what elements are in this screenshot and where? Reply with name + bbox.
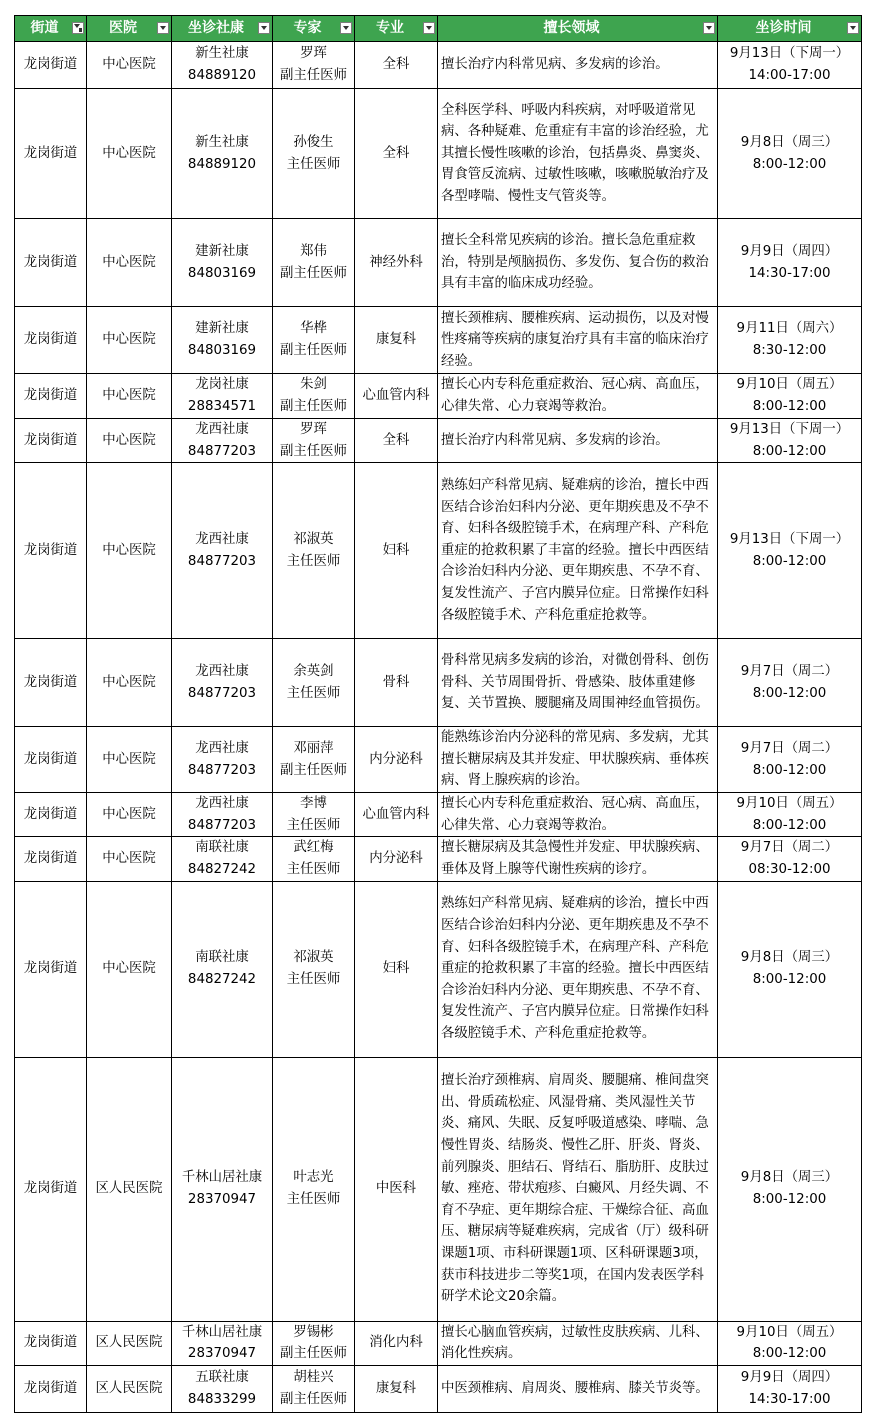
- header-expert: 专家: [273, 16, 355, 42]
- cell-clinic[interactable]: [172, 1057, 273, 1321]
- table-body: [15, 42, 862, 1413]
- expert-title: 主任医师: [286, 1192, 341, 1208]
- cell-clinic[interactable]: [172, 374, 273, 419]
- filter-active-icon[interactable]: [72, 22, 84, 34]
- cell-expertise[interactable]: 擅长治疗内科常见病、多发病的诊治。: [438, 419, 718, 463]
- cell-clinic[interactable]: [172, 307, 273, 374]
- expert-title: 主任医师: [286, 685, 341, 701]
- clinic-name: 南联社康: [195, 950, 249, 966]
- visit-date: 9月9日（周四）: [740, 1370, 839, 1386]
- expert-title: 副主任医师: [280, 1391, 347, 1407]
- clinic-name: 千林山居社康: [181, 1170, 263, 1186]
- cell-specialty[interactable]: 妇科: [355, 463, 438, 639]
- cell-expertise[interactable]: 能熟练诊治内分泌科的常见病、多发病，尤其擅长糖尿病及其并发症、甲状腺疾病、垂体疾病、肾上腺疾病的诊治。: [438, 727, 718, 793]
- table-row: [15, 727, 862, 793]
- expert-name: 余英剑: [293, 664, 334, 680]
- cell-expert[interactable]: [273, 1365, 355, 1412]
- cell-specialty[interactable]: 康复科: [355, 307, 438, 374]
- cell-specialty[interactable]: 内分泌科: [355, 837, 438, 881]
- visit-date: 9月9日（周四）: [740, 243, 839, 259]
- clinic-phone: 84803169: [187, 343, 257, 358]
- visit-hours: 8:00-12:00: [752, 443, 827, 459]
- cell-clinic[interactable]: [172, 793, 273, 837]
- cell-clinic[interactable]: [172, 419, 273, 463]
- cell-specialty[interactable]: 妇科: [355, 881, 438, 1057]
- clinic-phone: 84833299: [187, 1391, 257, 1407]
- expert-name: 祁淑英: [293, 950, 334, 966]
- visit-date: 9月13日（下周一）: [729, 532, 850, 548]
- table-row: [15, 419, 862, 463]
- clinic-phone: 84877203: [187, 685, 257, 701]
- clinic-phone: 84827242: [187, 972, 257, 988]
- visit-hours: 8:00-12:00: [752, 156, 827, 172]
- visit-hours: 14:30-17:00: [748, 265, 831, 281]
- cell-time[interactable]: [718, 419, 862, 463]
- expert-name: 祁淑英: [293, 532, 334, 548]
- clinic-phone: 84877203: [187, 762, 257, 778]
- clinic-name: 龙西社康: [195, 741, 249, 757]
- table-row: [15, 793, 862, 837]
- visit-hours: 08:30-12:00: [748, 861, 831, 877]
- cell-expert[interactable]: [273, 793, 355, 837]
- expert-title: 副主任医师: [280, 265, 347, 281]
- cell-time[interactable]: [718, 1057, 862, 1321]
- cell-clinic[interactable]: [172, 463, 273, 639]
- expert-title: 副主任医师: [280, 399, 347, 414]
- cell-time[interactable]: [718, 42, 862, 89]
- visit-hours: 8:00-12:00: [752, 685, 827, 701]
- cell-street[interactable]: 龙岗街道: [15, 419, 87, 463]
- visit-hours: 8:00-12:00: [752, 399, 827, 414]
- clinic-name: 建新社康: [195, 321, 249, 337]
- header-time: 坐诊时间: [718, 16, 862, 42]
- table-row: [15, 639, 862, 727]
- cell-clinic[interactable]: [172, 837, 273, 881]
- cell-specialty[interactable]: 心血管内科: [355, 374, 438, 419]
- cell-specialty[interactable]: 消化内科: [355, 1321, 438, 1365]
- visit-date: 9月7日（周二）: [740, 664, 839, 680]
- schedule-table: [14, 15, 862, 1413]
- cell-expertise[interactable]: 擅长心脑血管疾病，过敏性皮肤疾病、儿科、消化性疾病。: [438, 1321, 718, 1365]
- clinic-phone: 28370947: [187, 1192, 257, 1208]
- expert-title: 主任医师: [286, 817, 341, 833]
- expert-name: 华桦: [300, 321, 327, 337]
- header-expertise: 擅长领域: [438, 16, 718, 42]
- cell-clinic[interactable]: [172, 727, 273, 793]
- visit-date: 9月13日（下周一）: [729, 46, 850, 62]
- cell-expertise[interactable]: 擅长糖尿病及其急慢性并发症、甲状腺疾病、垂体及肾上腺等代谢性疾病的诊疗。: [438, 837, 718, 881]
- cell-expertise[interactable]: 中医颈椎病、肩周炎、腰椎病、膝关节炎等。: [438, 1365, 718, 1412]
- dropdown-arrow-icon[interactable]: [423, 22, 435, 34]
- table-row: [15, 463, 862, 639]
- expert-name: 朱剑: [300, 377, 327, 393]
- expert-name: 叶志光: [293, 1170, 334, 1186]
- expert-name: 李博: [300, 796, 327, 812]
- visit-date: 9月8日（周三）: [740, 1170, 839, 1186]
- visit-date: 9月8日（周三）: [740, 134, 839, 150]
- header-street: 街道: [15, 16, 87, 42]
- table-row: [15, 1057, 862, 1321]
- cell-time[interactable]: [718, 837, 862, 881]
- cell-expert[interactable]: [273, 1057, 355, 1321]
- expert-name: 郑伟: [300, 243, 327, 259]
- cell-specialty[interactable]: 全科: [355, 419, 438, 463]
- cell-street[interactable]: 龙岗街道: [15, 1321, 87, 1365]
- cell-expertise[interactable]: 擅长心内专科危重症救治、冠心病、高血压，心律失常、心力衰竭等救治。: [438, 793, 718, 837]
- cell-clinic[interactable]: [172, 89, 273, 219]
- expert-name: 孙俊生: [293, 134, 334, 150]
- visit-hours: 14:30-17:00: [748, 1391, 831, 1407]
- cell-hospital[interactable]: 中心医院: [87, 374, 172, 419]
- visit-hours: 8:00-12:00: [752, 1346, 827, 1362]
- table-row: [15, 881, 862, 1057]
- table-row: [15, 374, 862, 419]
- header-clinic: 坐诊社康: [172, 16, 273, 42]
- clinic-phone: 28834571: [187, 399, 257, 414]
- cell-time[interactable]: [718, 463, 862, 639]
- visit-date: 9月13日（下周一）: [729, 422, 850, 437]
- table-row: [15, 1365, 862, 1412]
- cell-time[interactable]: [718, 639, 862, 727]
- cell-hospital[interactable]: 中心医院: [87, 793, 172, 837]
- cell-hospital[interactable]: 中心医院: [87, 639, 172, 727]
- cell-expert[interactable]: [273, 219, 355, 307]
- cell-hospital[interactable]: 中心医院: [87, 42, 172, 89]
- clinic-name: 建新社康: [195, 243, 249, 259]
- visit-hours: 14:00-17:00: [748, 68, 831, 83]
- cell-clinic[interactable]: [172, 1365, 273, 1412]
- table-row: [15, 837, 862, 881]
- cell-hospital[interactable]: 中心医院: [87, 727, 172, 793]
- clinic-phone: 28370947: [187, 1346, 257, 1362]
- cell-expertise[interactable]: 骨科常见病多发病的诊治，对微创骨科、创伤骨科、关节周围骨折、骨感染、肢体重建修复、关节置换、腰腿痛及周围神经血管损伤。: [438, 639, 718, 727]
- expert-name: 罗锡彬: [293, 1324, 334, 1340]
- clinic-name: 龙西社康: [195, 532, 249, 548]
- expert-name: 罗珲: [300, 422, 327, 437]
- table-row: [15, 219, 862, 307]
- cell-street[interactable]: 龙岗街道: [15, 837, 87, 881]
- cell-expert[interactable]: [273, 463, 355, 639]
- cell-time[interactable]: [718, 881, 862, 1057]
- table-row: [15, 42, 862, 89]
- visit-hours: 8:30-12:00: [752, 343, 827, 358]
- cell-hospital[interactable]: 区人民医院: [87, 1057, 172, 1321]
- clinic-name: 南联社康: [195, 840, 249, 856]
- cell-street[interactable]: 龙岗街道: [15, 463, 87, 639]
- cell-specialty[interactable]: 康复科: [355, 1365, 438, 1412]
- table-row: [15, 89, 862, 219]
- cell-street[interactable]: 龙岗街道: [15, 1365, 87, 1412]
- cell-expertise[interactable]: 擅长治疗颈椎病、肩周炎、腰腿痛、椎间盘突出、骨质疏松症、风湿骨痛、类风湿性关节炎、痛风、失眠、反复呼吸道感染、哮喘、急慢性胃炎、结肠炎、慢性乙肝、肝炎、肾炎、前列腺炎、胆结石、肾结石、脂肪肝、皮肤过敏、痤疮、带状疱疹、白癜风、月经失调、不育不孕症、更年期综合症、干燥综合征、高血压、糖尿病等疑难疾病，完成省（厅）级科研课题1项、市科研课题1项、区科研课题3项，获市科技进步二等奖1项，在国内发表医学科研学术论文20余篇。: [438, 1057, 718, 1321]
- cell-specialty[interactable]: 中医科: [355, 1057, 438, 1321]
- clinic-name: 新生社康: [195, 46, 249, 62]
- cell-street[interactable]: 龙岗街道: [15, 1057, 87, 1321]
- dropdown-arrow-icon[interactable]: [340, 22, 352, 34]
- cell-time[interactable]: [718, 374, 862, 419]
- cell-clinic[interactable]: [172, 881, 273, 1057]
- cell-clinic[interactable]: [172, 639, 273, 727]
- cell-hospital[interactable]: 中心医院: [87, 307, 172, 374]
- dropdown-arrow-icon[interactable]: [847, 22, 859, 34]
- cell-expert[interactable]: [273, 639, 355, 727]
- cell-time[interactable]: [718, 727, 862, 793]
- clinic-name: 龙岗社康: [195, 377, 249, 393]
- cell-hospital[interactable]: 中心医院: [87, 89, 172, 219]
- clinic-name: 龙西社康: [195, 664, 249, 680]
- cell-specialty[interactable]: 内分泌科: [355, 727, 438, 793]
- visit-date: 9月10日（周五）: [736, 1324, 843, 1340]
- cell-street[interactable]: 龙岗街道: [15, 639, 87, 727]
- cell-street[interactable]: 龙岗街道: [15, 793, 87, 837]
- expert-title: 副主任医师: [280, 343, 347, 358]
- expert-name: 罗珲: [300, 46, 327, 62]
- visit-hours: 8:00-12:00: [752, 1192, 827, 1208]
- cell-expert[interactable]: [273, 1321, 355, 1365]
- cell-expert[interactable]: [273, 727, 355, 793]
- cell-time[interactable]: [718, 1321, 862, 1365]
- cell-street[interactable]: 龙岗街道: [15, 881, 87, 1057]
- cell-expertise[interactable]: 擅长颈椎病、腰椎疾病、运动损伤，以及对慢性疼痛等疾病的康复治疗具有丰富的临床治疗经验。: [438, 307, 718, 374]
- visit-date: 9月10日（周五）: [736, 377, 843, 393]
- cell-expert[interactable]: [273, 42, 355, 89]
- visit-hours: 8:00-12:00: [752, 972, 827, 988]
- cell-specialty[interactable]: 全科: [355, 89, 438, 219]
- cell-clinic[interactable]: [172, 42, 273, 89]
- cell-time[interactable]: [718, 307, 862, 374]
- cell-street[interactable]: 龙岗街道: [15, 219, 87, 307]
- cell-expertise[interactable]: 熟练妇产科常见病、疑难病的诊治，擅长中西医结合诊治妇科内分泌、更年期疾患及不孕不育、妇科各级腔镜手术，在病理产科、产科危重症的抢救积累了丰富的经验。擅长中西医结合诊治妇科内分泌、更年期疾患、不孕不育、复发性流产、子宫内膜异位症。日常操作妇科各级腔镜手术、产科危重症抢救等。: [438, 463, 718, 639]
- visit-date: 9月11日（周六）: [736, 321, 843, 337]
- cell-hospital[interactable]: 中心医院: [87, 219, 172, 307]
- header-hospital: 医院: [87, 16, 172, 42]
- dropdown-arrow-icon[interactable]: [258, 22, 270, 34]
- visit-date: 9月7日（周二）: [740, 741, 839, 757]
- expert-title: 副主任医师: [280, 443, 347, 459]
- cell-street[interactable]: 龙岗街道: [15, 307, 87, 374]
- cell-specialty[interactable]: 全科: [355, 42, 438, 89]
- cell-expert[interactable]: [273, 89, 355, 219]
- expert-name: 邓丽萍: [293, 741, 334, 757]
- expert-title: 副主任医师: [280, 1346, 347, 1362]
- cell-hospital[interactable]: 区人民医院: [87, 1365, 172, 1412]
- clinic-phone: 84877203: [187, 553, 257, 569]
- cell-street[interactable]: 龙岗街道: [15, 727, 87, 793]
- header-row: [15, 16, 862, 42]
- cell-expert[interactable]: [273, 837, 355, 881]
- expert-title: 主任医师: [286, 861, 341, 877]
- cell-expert[interactable]: [273, 307, 355, 374]
- cell-expertise[interactable]: 熟练妇产科常见病、疑难病的诊治，擅长中西医结合诊治妇科内分泌、更年期疾患及不孕不育、妇科各级腔镜手术，在病理产科、产科危重症的抢救积累了丰富的经验。擅长中西医结合诊治妇科内分泌、更年期疾患、不孕不育、复发性流产、子宫内膜异位症。日常操作妇科各级腔镜手术、产科危重症抢救等。: [438, 881, 718, 1057]
- dropdown-arrow-icon[interactable]: [157, 22, 169, 34]
- cell-expert[interactable]: [273, 374, 355, 419]
- visit-date: 9月8日（周三）: [740, 950, 839, 966]
- cell-clinic[interactable]: [172, 219, 273, 307]
- expert-title: 副主任医师: [280, 762, 347, 778]
- cell-expertise[interactable]: 擅长全科常见疾病的诊治。擅长急危重症救治，特别是颅脑损伤、多发伤、复合伤的救治具有丰富的临床成功经验。: [438, 219, 718, 307]
- cell-expertise[interactable]: 擅长心内专科危重症救治、冠心病、高血压，心律失常、心力衰竭等救治。: [438, 374, 718, 419]
- clinic-phone: 84827242: [187, 861, 257, 877]
- clinic-name: 龙西社康: [195, 796, 249, 812]
- cell-hospital[interactable]: 中心医院: [87, 463, 172, 639]
- clinic-phone: 84889120: [187, 68, 257, 83]
- cell-street[interactable]: 龙岗街道: [15, 374, 87, 419]
- clinic-phone: 84877203: [187, 817, 257, 833]
- visit-hours: 8:00-12:00: [752, 762, 827, 778]
- clinic-phone: 84889120: [187, 156, 257, 172]
- table-row: [15, 307, 862, 374]
- cell-street[interactable]: 龙岗街道: [15, 89, 87, 219]
- clinic-phone: 84803169: [187, 265, 257, 281]
- expert-title: 主任医师: [286, 972, 341, 988]
- expert-name: 武红梅: [293, 840, 334, 856]
- cell-time[interactable]: [718, 1365, 862, 1412]
- clinic-name: 龙西社康: [195, 422, 249, 437]
- dropdown-arrow-icon[interactable]: [703, 22, 715, 34]
- cell-hospital[interactable]: 中心医院: [87, 419, 172, 463]
- cell-street[interactable]: 龙岗街道: [15, 42, 87, 89]
- clinic-name: 新生社康: [195, 134, 249, 150]
- clinic-phone: 84877203: [187, 443, 257, 459]
- cell-expert[interactable]: [273, 881, 355, 1057]
- cell-hospital[interactable]: 区人民医院: [87, 1321, 172, 1365]
- header-specialty: 专业: [355, 16, 438, 42]
- table-row: [15, 1321, 862, 1365]
- expert-name: 胡桂兴: [293, 1370, 334, 1386]
- cell-time[interactable]: [718, 793, 862, 837]
- cell-hospital[interactable]: 中心医院: [87, 837, 172, 881]
- cell-expertise[interactable]: 擅长治疗内科常见病、多发病的诊治。: [438, 42, 718, 89]
- cell-clinic[interactable]: [172, 1321, 273, 1365]
- clinic-name: 五联社康: [195, 1370, 249, 1386]
- cell-time[interactable]: [718, 89, 862, 219]
- visit-date: 9月7日（周二）: [740, 840, 839, 856]
- cell-time[interactable]: [718, 219, 862, 307]
- visit-hours: 8:00-12:00: [752, 553, 827, 569]
- cell-expertise[interactable]: 全科医学科、呼吸内科疾病，对呼吸道常见病、各种疑难、危重症有丰富的诊治经验，尤其擅长慢性咳嗽的诊治，包括鼻炎、鼻窦炎、胃食管反流病、过敏性咳嗽，咳嗽脱敏治疗及各型哮喘、慢性支气管炎等。: [438, 89, 718, 219]
- expert-title: 主任医师: [286, 553, 341, 569]
- expert-title: 主任医师: [286, 156, 341, 172]
- cell-hospital[interactable]: 中心医院: [87, 881, 172, 1057]
- cell-expert[interactable]: [273, 419, 355, 463]
- cell-specialty[interactable]: 神经外科: [355, 219, 438, 307]
- cell-specialty[interactable]: 心血管内科: [355, 793, 438, 837]
- visit-date: 9月10日（周五）: [736, 796, 843, 812]
- visit-hours: 8:00-12:00: [752, 817, 827, 833]
- clinic-name: 千林山居社康: [181, 1324, 263, 1340]
- expert-title: 副主任医师: [280, 68, 347, 83]
- cell-specialty[interactable]: 骨科: [355, 639, 438, 727]
